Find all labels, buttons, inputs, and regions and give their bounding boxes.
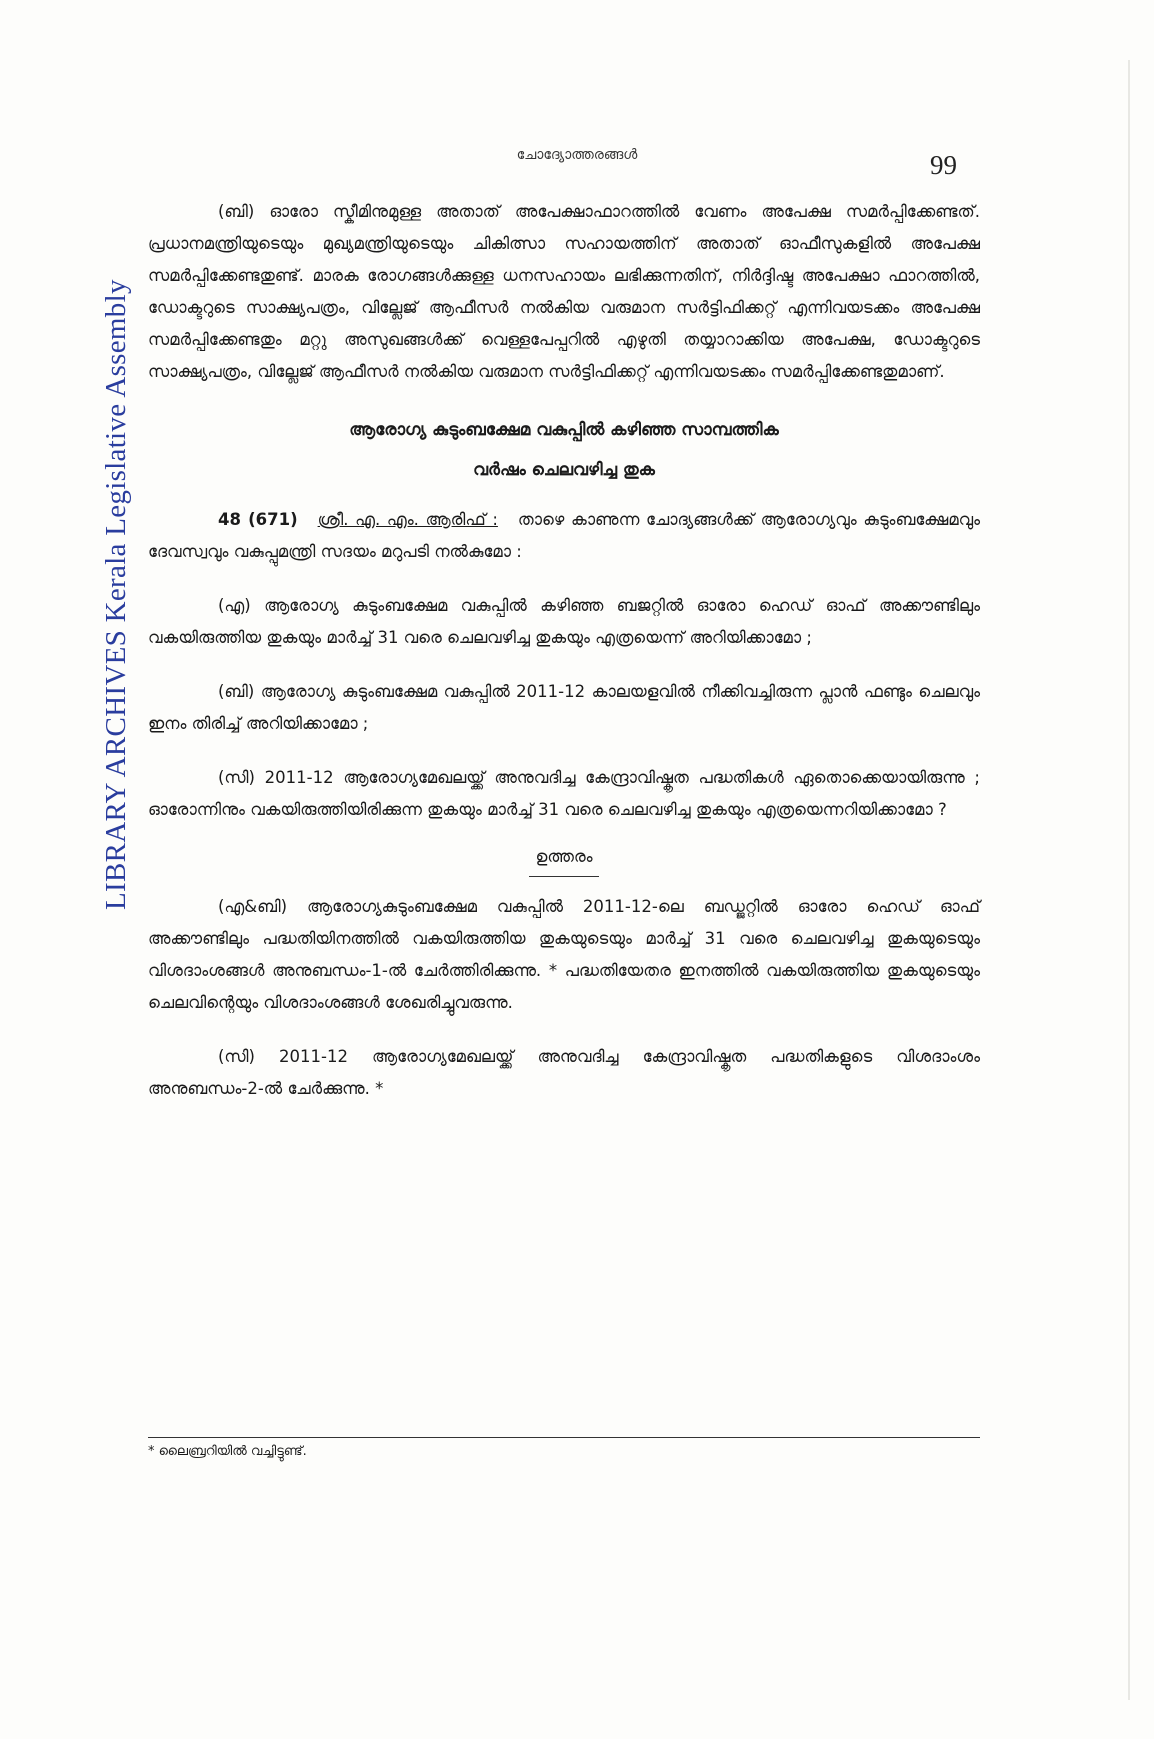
answer-heading-text: ഉത്തരം (529, 840, 598, 877)
intro-paragraph: (ബി) ഓരോ സ്കീമിനുമുള്ള അതാത് അപേക്ഷാഫാറത്തിൽ വേണം അപേക്ഷ സമർപ്പിക്കേണ്ടത്. പ്രധാനമന്ത്രിയുടെയും മുഖ്യമന്ത്രിയുടെയും ചികിത്സാ സഹായത്തിന് അതാത് ഓഫീസുകളിൽ അപേക്ഷ സമർപ്പിക്കേണ്ടതുണ്ട്. മാരക രോഗങ്ങൾക്കുള്ള ധനസഹായം ലഭിക്കുന്നതിന്, നിർദ്ദിഷ്ട അപേക്ഷാ ഫാറത്തിൽ, ഡോക്ടറുടെ സാക്ഷ്യപത്രം, വില്ലേജ് ആഫീസർ നൽകിയ വരുമാന സർട്ടിഫിക്കറ്റ് എന്നിവയടക്കം അപേക്ഷ സമർപ്പിക്കേണ്ടതും മറ്റു അസുഖങ്ങൾക്ക് വെള്ളപേപ്പറിൽ എഴുതി തയ്യാറാക്കിയ അപേക്ഷ, ഡോക്ടറുടെ സാക്ഷ്യപത്രം, വില്ലേജ് ആഫീസർ നൽകിയ വരുമാന സർട്ടിഫിക്കറ്റ് എന്നിവയടക്കം സമർപ്പിക്കേണ്ടതുമാണ്. (148, 202, 980, 381)
running-header: ചോദ്യോത്തരങ്ങൾ (516, 147, 638, 163)
question-intro-text: താഴെ കാണുന്ന ചോദ്യങ്ങൾക്ക് ആരോഗ്യവും കുടുംബക്ഷേമവും ദേവസ്വവും വകുപ്പുമന്ത്രി സദയം മറുപടി നൽകുമോ : (148, 510, 981, 561)
member-name: ശ്രീ. എ. എം. ആരിഫ് : (317, 510, 498, 529)
answer-part-a-b: (എ&ബി) ആരോഗ്യകുടുംബക്ഷേമ വകുപ്പിൽ 2011-12-ലെ ബഡ്ജറ്റിൽ ഓരോ ഹെഡ് ഓഫ് അക്കൗണ്ടിലും പദ്ധതിയിനത്തിൽ വകയിരുത്തിയ തുകയുടെയും മാർച്ച് 31 വരെ ചെലവഴിച്ച തുകയുടെയും വിശദാംശങ്ങൾ അനുബന്ധം-1-ൽ ചേർത്തിരിക്കുന്നു. * പദ്ധതിയേതര ഇനത്തിൽ വകയിരുത്തിയ തുകയുടെയും ചെലവിന്റെയും വിശദാംശങ്ങൾ ശേഖരിച്ചുവരുന്നു. (148, 897, 980, 1012)
scan-edge-shadow (1128, 60, 1130, 1700)
footnote-divider (148, 1437, 980, 1438)
page-number: 99 (930, 150, 957, 180)
footnote: * ലൈബ്രറിയിൽ വച്ചിട്ടുണ്ട്. (148, 1444, 307, 1459)
section-title (148, 410, 980, 490)
answer-part-c: (സി) 2011-12 ആരോഗ്യമേഖലയ്ക്ക് അനുവദിച്ച കേന്ദ്രാവിഷ്കൃത പദ്ധതികളുടെ വിശദാംശം അനുബന്ധം-2-ൽ ചേർക്കുന്നു. * (148, 1047, 980, 1098)
answer-heading (148, 840, 980, 877)
question-number: 48 (671) (218, 510, 298, 529)
watermark-text: LIBRARY ARCHIVES Kerala Legislative Assembly (100, 279, 132, 910)
question-part-c: (സി) 2011-12 ആരോഗ്യമേഖലയ്ക്ക് അനുവദിച്ച കേന്ദ്രാവിഷ്കൃത പദ്ധതികൾ ഏതൊക്കെയായിരുന്നു ; ഓരോന്നിനും വകയിരുത്തിയിരിക്കുന്ന തുകയും മാർച്ച് 31 വരെ ചെലവഴിച്ച തുകയും എത്രയെന്നറിയിക്കാമോ ? (148, 768, 980, 819)
page-body (148, 196, 980, 1105)
question-intro (148, 504, 980, 568)
question-part-b: (ബി) ആരോഗ്യ കുടുംബക്ഷേമ വകുപ്പിൽ 2011-12 കാലയളവിൽ നീക്കിവച്ചിരുന്ന പ്ലാൻ ഫണ്ടും ചെലവും ഇനം തിരിച്ച് അറിയിക്കാമോ ; (148, 682, 980, 733)
section-title-line2: വർഷം ചെലവഴിച്ച തുക (473, 460, 655, 480)
section-title-line1: ആരോഗ്യ കുടുംബക്ഷേമ വകുപ്പിൽ കഴിഞ്ഞ സാമ്പത്തിക (349, 420, 779, 440)
question-part-a: (എ) ആരോഗ്യ കുടുംബക്ഷേമ വകുപ്പിൽ കഴിഞ്ഞ ബജറ്റിൽ ഓരോ ഹെഡ് ഓഫ് അക്കൗണ്ടിലും വകയിരുത്തിയ തുകയും മാർച്ച് 31 വരെ ചെലവഴിച്ച തുകയും എത്രയെന്ന് അറിയിക്കാമോ ; (148, 596, 980, 647)
